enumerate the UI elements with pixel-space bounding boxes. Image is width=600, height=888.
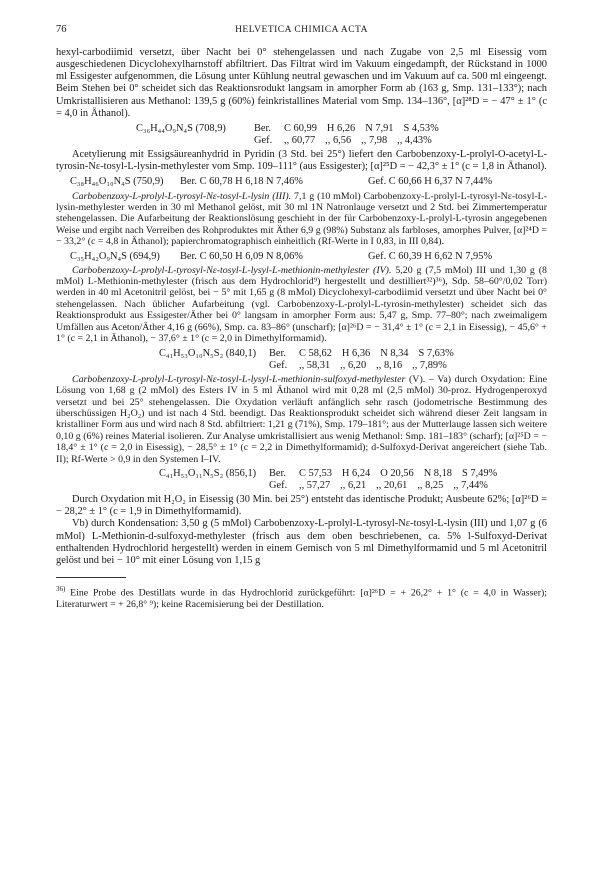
- analysis-4-formula: C₄₁H₅₃O₁₀N₅S₂ (840,1): [159, 347, 257, 359]
- journal-title: HELVETICA CHIMICA ACTA: [235, 25, 368, 35]
- analysis-4-gef: Gef. ,, 58,31 ,, 6,20 ,, 8,16 ,, 7,89%: [269, 359, 447, 371]
- paragraph-3: Carbobenzoxy-L-prolyl-L-tyrosyl-Nε-tosyl-L-lysin (III). 7,1 g (10 mMol) Carbobenzoxy-L-prolyl-L-tyrosyl-Nε-tosyl-L-lysin-methylester werden in 30 ml Methanol gelöst, mit 30 ml 1N Natronlauge versetzt und 2 Std. bei Zimmertemperatur stehengelassen. Die Aufarbeitung der Reaktionslösung geschieht in der für Carbobenzoxy-L-prolyl-L-tyrosin angegebenen Weise und ergibt nach Verreiben des Rohproduktes mit Äther 6,9 g (98%) Substanz als farbloses, amorphes Pulver, [α]²⁴D = − 33,2° (c = 4,8 in Äthanol); papierchromatographisch einheitlich (Rf-Werte in I 0,83, in III 0,84).: [56, 190, 547, 248]
- footnote-text: Eine Probe des Destillats wurde in das Hydrochlorid zurückgeführt: [α]²⁶D = + 26,2° + 1° (c = 4,0 in Wasser); Literaturwert = + 26,8° ⁹); keine Racemisierung bei der Destillation.: [56, 587, 547, 611]
- analysis-2-gef: Gef. C 60,66 H 6,37 N 7,44%: [368, 176, 493, 188]
- analysis-4-values: [269, 348, 464, 372]
- journal-page: [56, 24, 547, 864]
- analysis-3: [70, 251, 547, 263]
- page-header: [56, 24, 547, 40]
- analysis-5-ber: Ber. C 57,53 H 6,24 O 20,56 N 8,18 S 7,49%: [269, 467, 498, 479]
- analysis-4: [159, 348, 547, 372]
- compound-IV-title: Carbobenzoxy-L-prolyl-L-tyrosyl-Nε-tosyl-L-lysyl-L-methionin-methylester (IV).: [72, 264, 392, 276]
- analysis-1-ber: Ber. C 60,99 H 6,26 N 7,91 S 4,53%: [254, 122, 439, 134]
- analysis-5-gef: Gef. ,, 57,27 ,, 6,21 ,, 20,61 ,, 8,25 ,, 7,44%: [269, 480, 488, 492]
- compound-V-title: Carbobenzoxy-L-prolyl-L-tyrosyl-Nε-tosyl-L-lysyl-L-methionin-sulfoxyd-methylester: [72, 373, 406, 385]
- analysis-5-formula: C₄₁H₅₃O₁₁N₅S₂ (856,1): [159, 467, 257, 479]
- paragraph-6: Durch Oxydation mit H₂O₂ in Eisessig (30 Min. bei 25°) entsteht das identische Produkt; Ausbeute 62%; [α]²⁶D = − 28,2° ± 1° (c = 1,9 in Dimethylformamid).: [56, 494, 547, 518]
- footnote-36: [56, 583, 547, 611]
- analysis-2-formula: C₃₈H₄₆O₁₀N₄S (750,9): [70, 176, 164, 188]
- footnote-divider: [56, 577, 126, 578]
- section-V: [56, 374, 547, 465]
- paragraph-4: Carbobenzoxy-L-prolyl-L-tyrosyl-Nε-tosyl-L-lysyl-L-methionin-methylester (IV). 5,20 g (7,5 mMol) III und 1,30 g (8 mMol) L-Methionin-methylester (frisch aus dem Hydrochlorid⁹) hergestellt und destilliert³²)³⁶), Sdp. 58–60°/0,02 Torr) werden in 40 ml Acetonitril gelöst, bei − 5° mit 1,65 g (8 mMol) Dicyclohexyl-carbodiimid versetzt und über Nacht bei 0° stehengelassen. Nach üblicher Aufarbeitung (vgl. Carbobenzoxy-L-prolyl-L-tyrosin-methylester) scheidet sich das Reaktionsprodukt aus Essigester/Äther bei 0° langsam in amorpher Form aus: 5,47 g, Smp. 77–80°; nach zweimaligem Umfällen aus Aceton/Äther 4,16 g (66%), Smp. ca. 83–86° (unscharf); [α]²⁶D = − 31,4° ± 1° (c = 2,1 in Eisessig), − 45,6° + 1° (c = 2,1 in Äthanol), − 37,6° ± 1° (c = 2,0 in Dimethylformamid).: [56, 264, 547, 345]
- section-IV: [56, 265, 547, 345]
- analysis-5: [159, 468, 547, 492]
- analysis-4-ber: Ber. C 58,62 H 6,36 N 8,34 S 7,63%: [269, 347, 454, 359]
- paragraph-1: hexyl-carbodiimid versetzt, über Nacht bei 0° stehengelassen und nach Zugabe von 2,5 ml Eisessig vom ausgeschiedenen Dicyclohexylharnstoff abfiltriert. Das Filtrat wird im Vakuum eingedampft, der Rückstand in 1000 ml Essigester aufgenommen, die Lösung unter Kühlung neutral gewaschen und im Vakuum auf ca. 500 ml eingeengt. Beim Stehen bei 0° scheidet sich das Reaktionsrodukt langsam in amorpher Form ab (163 g, Smp. 131–133°); nach Umkristallisieren aus Methanol: 139,5 g (60%) feinkristallines Material vom Smp. 134–136°, [α]²⁸D = − 47° ± 1° (c = 4,0 in Äthanol).: [56, 47, 547, 119]
- page-number: 76: [56, 24, 67, 35]
- section-III: [56, 191, 547, 248]
- analysis-1-formula: C₃₆H₄₄O₉N₄S (708,9): [136, 122, 226, 134]
- analysis-3-formula: C₃₅H₄₂O₉N₄S (694,9): [70, 250, 160, 262]
- analysis-5-values: [269, 468, 507, 492]
- analysis-3-gef: Gef. C 60,39 H 6,62 N 7,95%: [368, 250, 493, 262]
- paragraph-5: Carbobenzoxy-L-prolyl-L-tyrosyl-Nε-tosyl-L-lysyl-L-methionin-sulfoxyd-methylester (V). – Va) durch Oxydation: Eine Lösung von 1,68 g (2 mMol) des Esters IV in 5 ml Äthanol wird mit 0,28 ml (2,5 mMol) 30-proz. Hydrogenperoxyd versetzt und bei 25° stehengelassen. Die Oxydation verläuft anfänglich sehr rasch (jodometrische Bestimmung des überschüssigen H₂O₂) und ist nach 4 Std. beendigt. Das Reaktionsprodukt scheidet sich während dieser Zeit langsam in kristalliner Form aus und wird nach 8 Std. abfiltriert: 1,21 g (71%), Smp. 179–181°; aus der Mutterlauge lassen sich weitere 0,10 g (6%) reines Material isolieren. Zur Analyse umkristallisiert aus wenig Methanol: Smp. 181–183° (scharf); [α]²⁵D = − 18,4° ± 1° (c = 2,0 in Eisessig), − 28,5° ± 1° (c = 2,2 in Dimethylformamid); d-Sulfoxyd-Derivat angereichert (siehe Tab. II); Rf-Werte > 0,9 in den Systemen I–IV.: [56, 373, 547, 465]
- analysis-1-gef: Gef. ,, 60,77 ,, 6,56 ,, 7,98 ,, 4,43%: [254, 135, 432, 147]
- analysis-3-ber: Ber. C 60,50 H 6,09 N 8,06%: [180, 250, 303, 262]
- analysis-2: [70, 176, 547, 188]
- paragraph-2: Acetylierung mit Essigsäureanhydrid in Pyridin (3 Std. bei 25°) liefert den Carbobenzoxy-L-prolyl-O-acetyl-L-tyrosin-Nε-tosyl-L-lysin-methylester vom Smp. 109–111° (aus Essigester); [α]²⁵D = − 42,3° ± 1° (c = 1,8 in Äthanol).: [56, 149, 547, 173]
- compound-III-title: Carbobenzoxy-L-prolyl-L-tyrosyl-Nε-tosyl-L-lysin (III).: [72, 190, 292, 202]
- analysis-2-ber: Ber. C 60,78 H 6,18 N 7,46%: [180, 176, 303, 188]
- analysis-1-values: [254, 123, 449, 147]
- paragraph-7: Vb) durch Kondensation: 3,50 g (5 mMol) Carbobenzoxy-L-prolyl-L-tyrosyl-Nε-tosyl-L-lysin (III) und 1,07 g (6 mMol) L-Methionin-d-sulfoxyd-methylester (frisch aus dem oben beschriebenen, ca. 5% l-Sulfoxyd-Derivat enthaltenden Hydrochlorid hergestellt) werden in einem Gemisch von 5 ml Dimethylformamid und 5 ml Acetonitril gelöst und bei − 10° mit einer Lösung von 1,15 g: [56, 518, 547, 566]
- analysis-1: [136, 123, 547, 147]
- footnote-mark: 36): [56, 585, 66, 594]
